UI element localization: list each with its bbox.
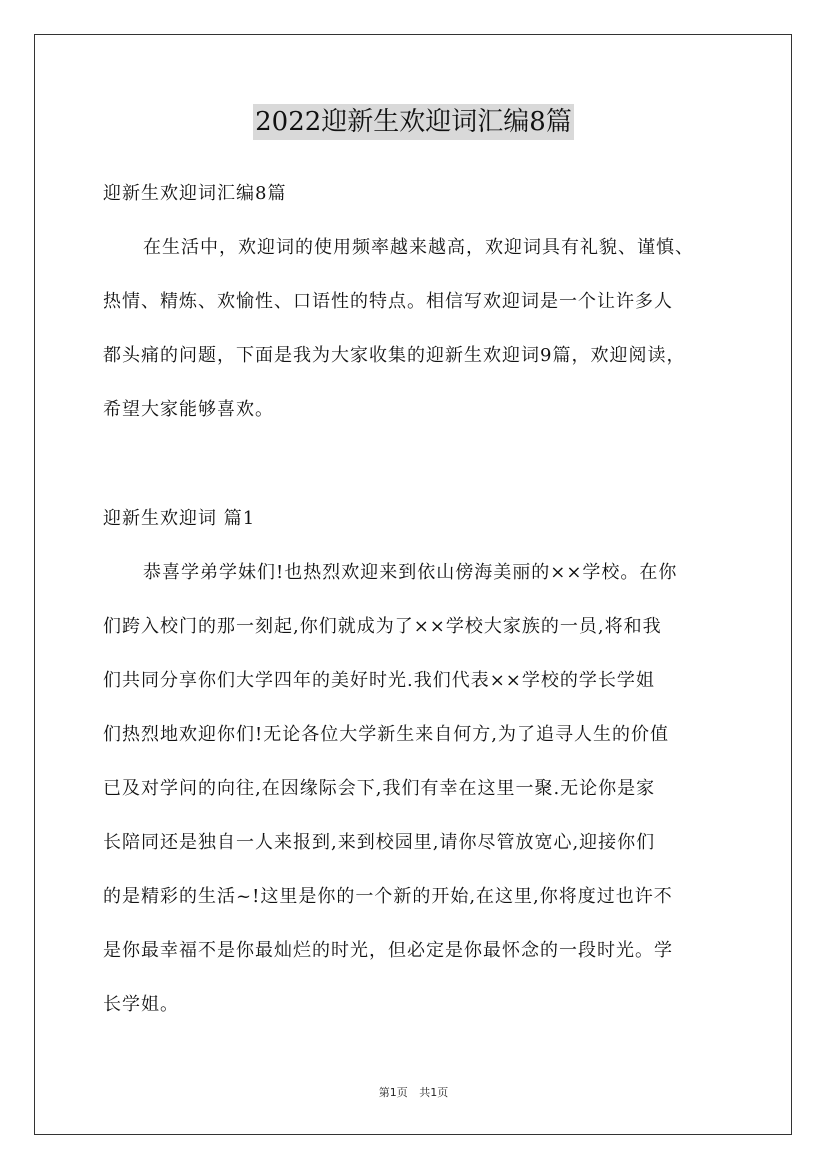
section-line: 已及对学问的向往,在因缘际会下,我们有幸在这里一聚.无论你是家	[103, 778, 656, 799]
title-container	[0, 104, 827, 140]
intro-line: 热情、精炼、欢愉性、口语性的特点。相信写欢迎词是一个让许多人	[103, 291, 673, 312]
section-line: 们热烈地欢迎你们!无论各位大学新生来自何方,为了追寻人生的价值	[103, 724, 669, 745]
intro-line: 希望大家能够喜欢。	[103, 399, 274, 420]
intro-line: 都头痛的问题，下面是我为大家收集的迎新生欢迎词9篇，欢迎阅读，	[103, 345, 686, 366]
section-line: 长学姐。	[103, 994, 179, 1015]
section-line: 长陪同还是独自一人来报到,来到校园里,请你尽管放宽心,迎接你们	[103, 832, 656, 853]
section-line: 是你最幸福不是你最灿烂的时光，但必定是你最怀念的一段时光。学	[103, 940, 673, 961]
page-number: 第1页	[378, 1086, 408, 1099]
document-title: 2022迎新生欢迎词汇编8篇	[253, 104, 574, 140]
page-total: 共1页	[419, 1086, 449, 1099]
document-subtitle: 迎新生欢迎词汇编8篇	[103, 183, 287, 204]
section-line: 恭喜学弟学妹们!也热烈欢迎来到依山傍海美丽的××学校。在你	[143, 562, 678, 583]
page-footer	[0, 1084, 827, 1100]
intro-line: 在生活中，欢迎词的使用频率越来越高，欢迎词具有礼貌、谨慎、	[143, 237, 694, 258]
section-line: 的是精彩的生活~!这里是你的一个新的开始,在这里,你将度过也许不	[103, 886, 673, 907]
section-line: 们跨入校门的那一刻起,你们就成为了××学校大家族的一员,将和我	[103, 616, 662, 637]
section-line: 们共同分享你们大学四年的美好时光.我们代表××学校的学长学姐	[103, 670, 655, 691]
section-heading: 迎新生欢迎词 篇1	[103, 508, 256, 529]
